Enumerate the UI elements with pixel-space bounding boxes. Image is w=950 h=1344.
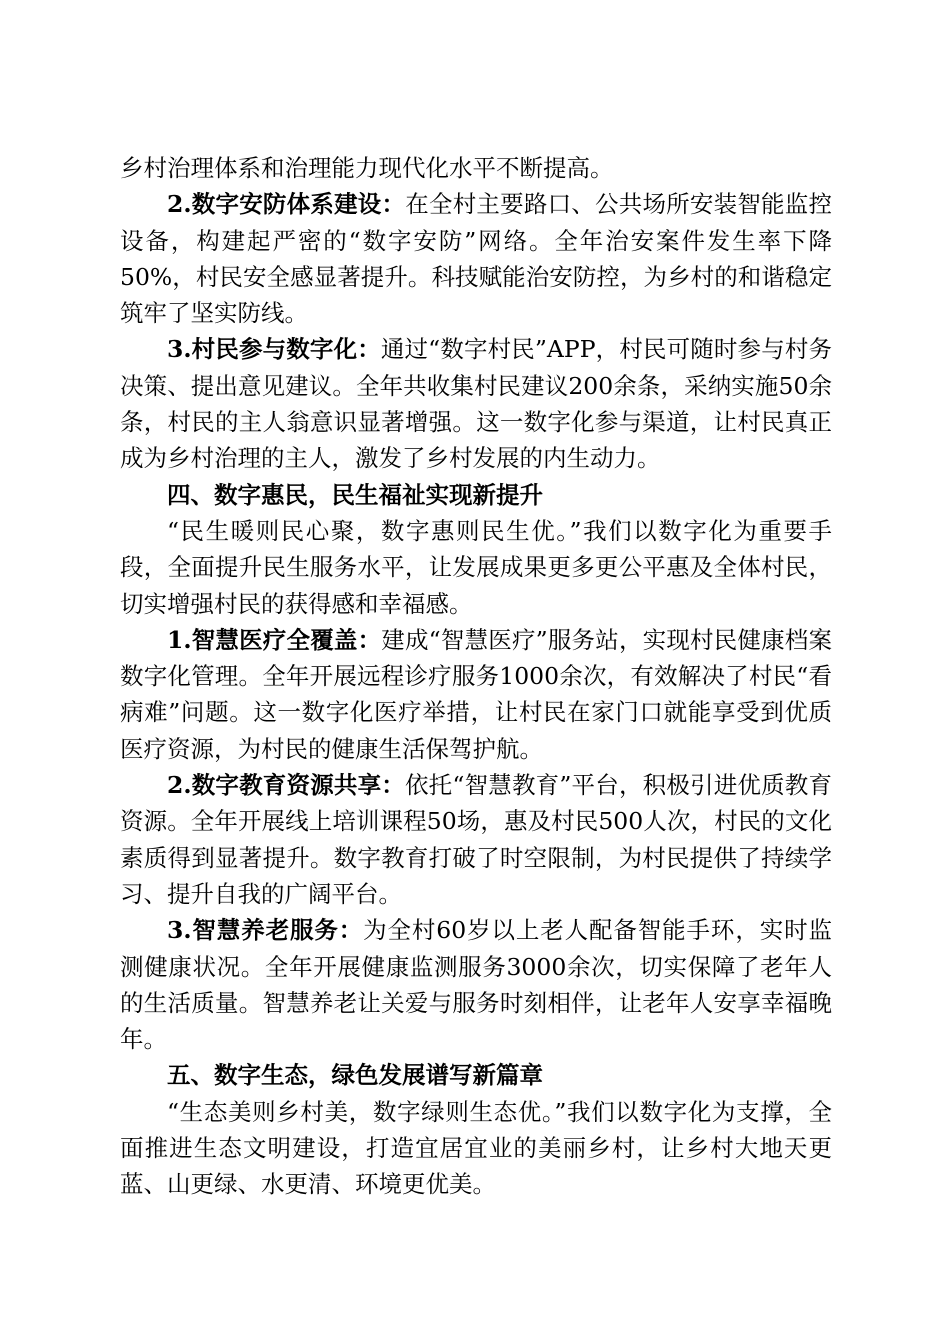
item-text: 在全村主要路口、公共场所安装智能监控设备，构建起严密的“数字安防”网络。全年治安案件发生率下降50%，村民安全感显著提升。科技赋能治安防控，为乡村的和谐稳定筑牢了坚实防线。 [120,190,832,328]
item-text: 为全村60岁以上老人配备智能手环，实时监测健康状况。全年开展健康监测服务3000余次，切实保障了老年人的生活质量。智慧养老让关爱与服务时刻相伴，让老年人安享幸福晚年。 [120,916,832,1054]
item-smart-medical [120,622,832,767]
item-villager-participation [120,331,832,476]
item-text: 通过“数字村民”APP，村民可随时参与村务决策、提出意见建议。全年共收集村民建议200余条，采纳实施50余条，村民的主人翁意识显著增强。这一数字化参与渠道，让村民真正成为乡村治理的主人，激发了乡村发展的内生动力。 [120,335,832,473]
item-text: 依托“智慧教育”平台，积极引进优质教育资源。全年开展线上培训课程50场，惠及村民500人次，村民的文化素质得到显著提升。数字教育打破了时空限制，为村民提供了持续学习、提升自我的广阔平台。 [120,771,832,908]
item-lead: 2.数字教育资源共享： [167,771,405,800]
paragraph-text: “生态美则乡村美，数字绿则生态优。”我们以数字化为支撑，全面推进生态文明建设，打造宜居宜业的美丽乡村，让乡村大地天更蓝、山更绿、水更清、环境更优美。 [120,1097,832,1199]
item-lead: 1.智慧医疗全覆盖： [167,625,382,654]
document-body [120,150,832,1203]
item-smart-elderly-care [120,912,832,1057]
item-text: 建成“智慧医疗”服务站，实现村民健康档案数字化管理。全年开展远程诊疗服务1000余次，有效解决了村民“看病难”问题。这一数字化医疗举措，让村民在家门口就能享受到优质医疗资源，为村民的健康生活保驾护航。 [120,625,832,763]
paragraph-text: “民生暖则民心聚，数字惠则民生优。”我们以数字化为重要手段，全面提升民生服务水平，让发展成果更多更公平惠及全体村民，切实增强村民的获得感和幸福感。 [120,516,832,618]
item-lead: 2.数字安防体系建设： [167,190,406,219]
section-intro-5 [120,1094,832,1203]
continuation-paragraph [120,150,832,186]
section-intro-4 [120,513,832,622]
item-lead: 3.智慧养老服务： [167,916,364,945]
item-lead: 3.村民参与数字化： [167,335,381,364]
item-security-system [120,186,832,331]
section-heading-4: 四、数字惠民，民生福祉实现新提升 [167,480,543,509]
item-digital-education [120,767,832,912]
section-heading-5: 五、数字生态，绿色发展谱写新篇章 [167,1061,543,1090]
paragraph-text: 乡村治理体系和治理能力现代化水平不断提高。 [120,154,614,182]
